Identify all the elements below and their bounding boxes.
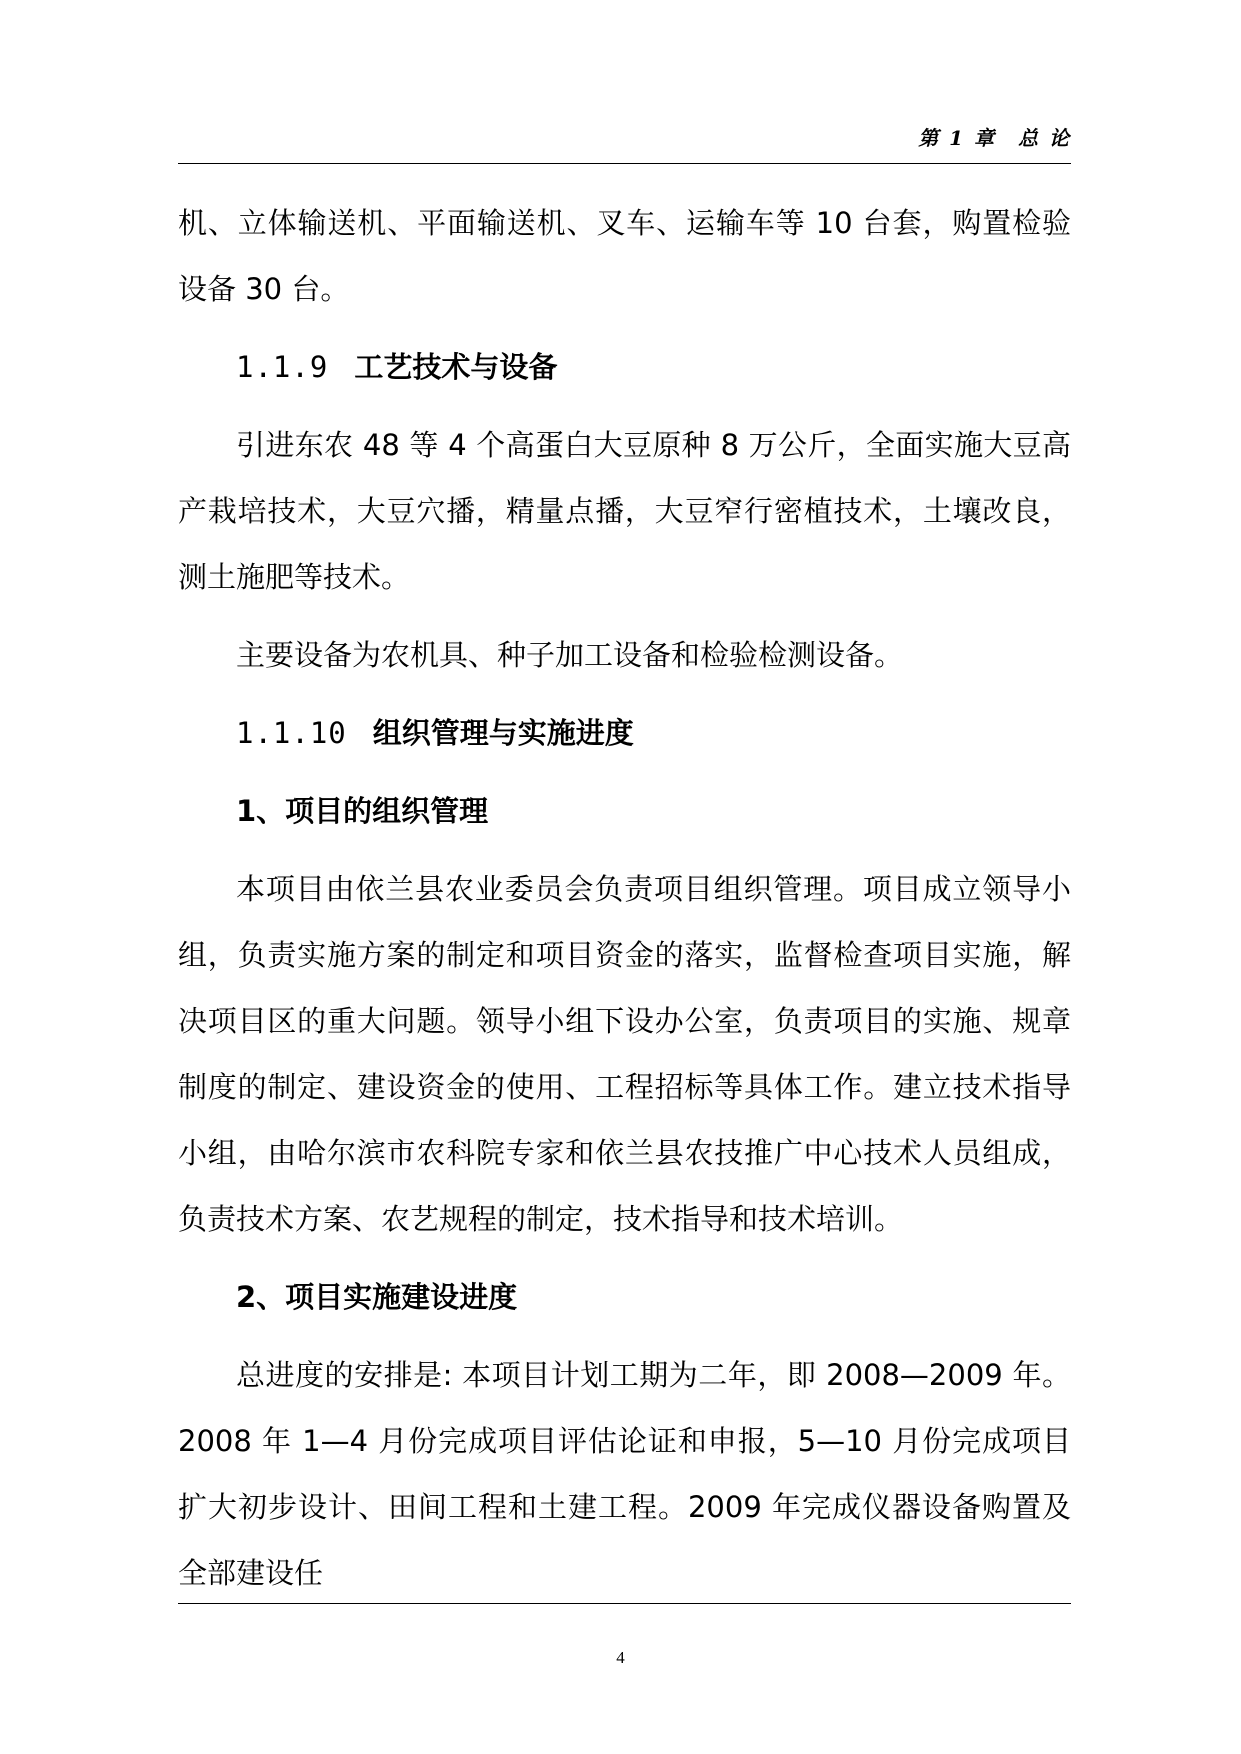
page-body bbox=[178, 190, 1071, 1606]
footer-rule bbox=[178, 1603, 1071, 1604]
page-number: 4 bbox=[616, 1648, 625, 1667]
paragraph-equipment: 主要设备为农机具、种子加工设备和检验检测设备。 bbox=[236, 638, 904, 672]
section-number: 1.1.9 bbox=[236, 350, 329, 384]
subheading-organization: 1、项目的组织管理 bbox=[236, 794, 489, 828]
paragraph-continued: 机、立体输送机、平面输送机、叉车、运输车等 10 台套，购置检验设备 30 台。 bbox=[178, 206, 1071, 306]
header-rule bbox=[178, 163, 1071, 164]
paragraph-schedule: 总进度的安排是: 本项目计划工期为二年，即 2008—2009 年。2008 年 1—4 月份完成项目评估论证和申报，5—10 月份完成项目扩大初步设计、田间工程和土建工程。2009 年完成仪器设备购置及全部建设任 bbox=[178, 1358, 1071, 1590]
section-title: 工艺技术与设备 bbox=[354, 350, 558, 384]
section-number: 1.1.10 bbox=[236, 716, 347, 750]
running-header: 第 1 章 总 论 bbox=[918, 126, 1071, 150]
subheading-schedule: 2、项目实施建设进度 bbox=[236, 1280, 518, 1314]
section-title: 组织管理与实施进度 bbox=[372, 716, 634, 750]
section-heading-1-1-10 bbox=[178, 700, 1071, 766]
paragraph-organization: 本项目由依兰县农业委员会负责项目组织管理。项目成立领导小组，负责实施方案的制定和项目资金的落实，监督检查项目实施，解决项目区的重大问题。领导小组下设办公室，负责项目的实施、规章制度的制定、建设资金的使用、工程招标等具体工作。建立技术指导小组，由哈尔滨市农科院专家和依兰县农技推广中心技术人员组成，负责技术方案、农艺规程的制定，技术指导和技术培训。 bbox=[178, 872, 1071, 1236]
paragraph-technology: 引进东农 48 等 4 个高蛋白大豆原种 8 万公斤，全面实施大豆高产栽培技术，大豆穴播，精量点播，大豆窄行密植技术，土壤改良，测土施肥等技术。 bbox=[178, 428, 1071, 594]
section-heading-1-1-9 bbox=[178, 334, 1071, 400]
